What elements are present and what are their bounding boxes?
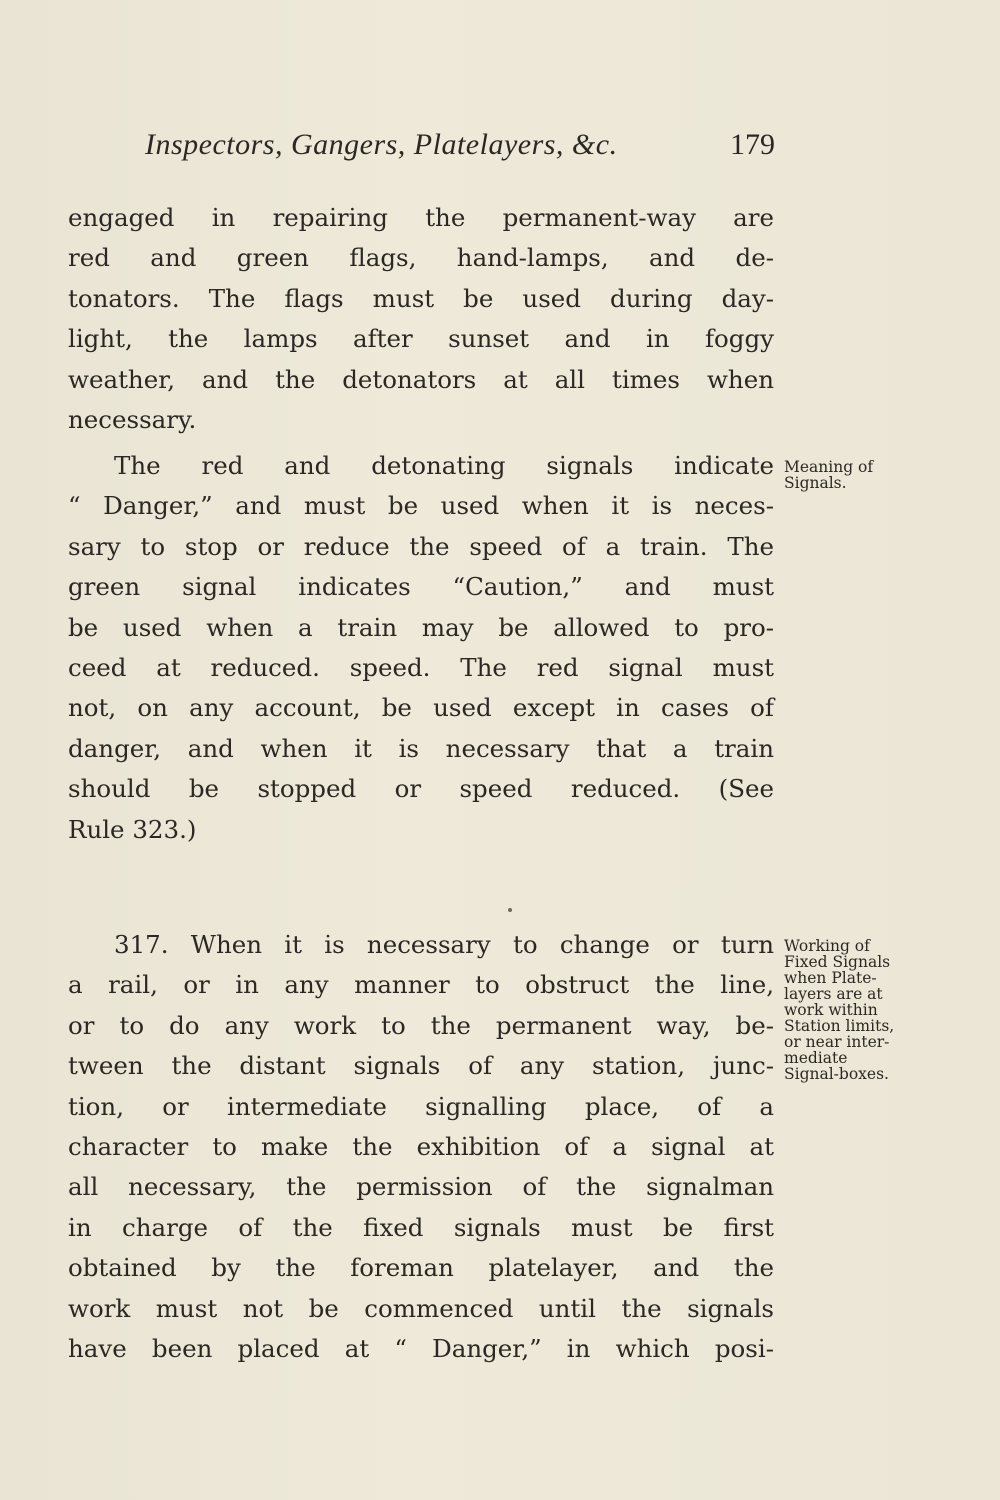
text-line: tion, or intermediate signalling place, of a bbox=[68, 1091, 774, 1121]
paragraph-2 bbox=[68, 446, 774, 850]
print-speck bbox=[508, 908, 512, 912]
text-line: ceed at reduced. speed. The red signal must bbox=[68, 653, 774, 683]
text-line: tween the distant signals of any station, junc- bbox=[68, 1051, 774, 1081]
text-line: tonators. The flags must be used during day- bbox=[68, 283, 774, 313]
margin-note-line: Working of bbox=[784, 937, 870, 955]
margin-note-line: Signal-boxes. bbox=[784, 1065, 889, 1083]
text-line: The red and detonating signals indicate bbox=[114, 451, 774, 480]
text-line: in charge of the fixed signals must be first bbox=[68, 1212, 774, 1242]
margin-note-line: Station limits, bbox=[784, 1017, 895, 1035]
text-line: a rail, or in any manner to obstruct the line, bbox=[68, 970, 774, 1000]
text-line: engaged in repairing the permanent-way are bbox=[68, 203, 774, 232]
text-line: obtained by the foreman platelayer, and the bbox=[68, 1253, 774, 1283]
page-number: 179 bbox=[730, 128, 775, 161]
text-line: or to do any work to the permanent way, be- bbox=[68, 1010, 774, 1040]
margin-note-line: Fixed Signals bbox=[784, 953, 891, 971]
paragraph-1 bbox=[68, 198, 774, 440]
margin-note-line: layers are at bbox=[784, 985, 883, 1003]
text-line: character to make the exhibition of a signal at bbox=[68, 1132, 774, 1162]
margin-note-line: Meaning of bbox=[784, 458, 874, 476]
text-line: work must not be commenced until the signals bbox=[68, 1293, 774, 1323]
margin-note-line: mediate bbox=[784, 1049, 848, 1067]
text-line: all necessary, the permission of the signalman bbox=[68, 1172, 774, 1202]
text-line: Rule 323.) bbox=[68, 814, 197, 844]
running-title: Inspectors, Gangers, Platelayers, &c. bbox=[145, 128, 618, 161]
margin-note-line: when Plate- bbox=[784, 969, 877, 987]
margin-note-line: Signals. bbox=[784, 474, 847, 492]
text-line: have been placed at “ Danger,” in which posi- bbox=[68, 1334, 774, 1364]
margin-note-line: or near inter- bbox=[784, 1033, 890, 1051]
page-header bbox=[145, 128, 775, 172]
text-line: danger, and when it is necessary that a train bbox=[68, 733, 774, 763]
text-line: not, on any account, be used except in cases of bbox=[68, 693, 774, 723]
paragraph-317 bbox=[68, 925, 774, 1369]
margin-note-working-of-fixed-signals bbox=[784, 938, 934, 1082]
text-line: “ Danger,” and must be used when it is neces- bbox=[68, 491, 774, 521]
text-line: should be stopped or speed reduced. (See bbox=[68, 774, 774, 804]
text-line: sary to stop or reduce the speed of a train. The bbox=[68, 531, 774, 561]
text-line: green signal indicates “Caution,” and must bbox=[68, 572, 774, 602]
text-line: be used when a train may be allowed to pro- bbox=[68, 612, 774, 642]
text-line: light, the lamps after sunset and in foggy bbox=[68, 324, 774, 354]
margin-note-meaning-of-signals bbox=[784, 459, 934, 491]
text-line: weather, and the detonators at all times when bbox=[68, 364, 774, 394]
text-line: red and green flags, hand-lamps, and de- bbox=[68, 243, 774, 273]
margin-note-line: work within bbox=[784, 1001, 878, 1019]
text-line: 317. When it is necessary to change or turn bbox=[114, 930, 774, 959]
text-line: necessary. bbox=[68, 405, 197, 435]
